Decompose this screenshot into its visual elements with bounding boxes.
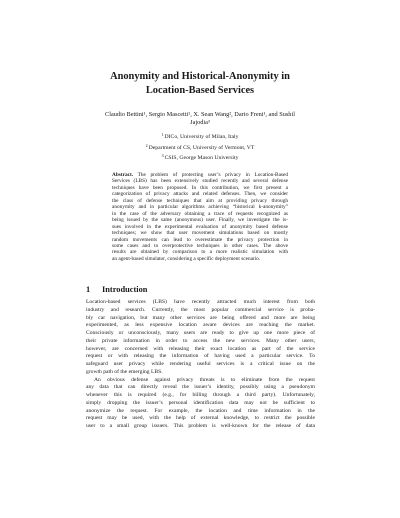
section-heading — [86, 285, 147, 294]
body-line: their private information in order to access the new services. Many other users, — [86, 337, 315, 344]
abstract-line: results are obtained by comparison to a more realistic simulation with — [112, 249, 288, 256]
affiliation — [100, 131, 300, 142]
body-text — [86, 299, 315, 431]
author-line: Claudio Bettini¹, Sergio Mascetti¹, X. Sean Wang², Dario Freni¹, and Sushil — [105, 111, 295, 118]
author-line: Jajodia³ — [190, 119, 210, 127]
abstract-line: categorization of privacy attacks and related defenses. Then, we consider — [112, 191, 288, 198]
abstract-line: anonymity and in particular algorithms achieving “historical k-anonymity” — [112, 204, 288, 211]
body-line: anonymize the request. For example, the location and time information in the — [86, 407, 315, 414]
body-line: however, are concerned with releasing their exact location as part of the service — [86, 345, 315, 352]
body-line: Consciously or unconsciously, many users are ready to give up one more piece of — [86, 330, 315, 336]
affiliation-mark: 1 — [161, 132, 164, 137]
body-line: Location-based services (LBS) have recently attracted much interest from both — [86, 299, 315, 305]
body-line: whenever this is required (e.g., for billing through a third party). Unfortunately, — [86, 392, 315, 398]
abstract-line: the class of defense techniques that aim at providing privacy through — [112, 197, 288, 204]
abstract-line: in the case of the adversary obtaining a trace of requests recognized as — [112, 210, 288, 217]
abstract-line: techniques have been proposed. In this contribution, we first present a — [112, 184, 288, 191]
title-line: Anonymity and Historical-Anonymity in — [110, 71, 290, 82]
title-line: Location-Based Services — [145, 85, 255, 96]
affiliation-mark: 3 — [161, 153, 164, 159]
affiliation-text: Department of CS, University of Vermont, VT — [148, 144, 255, 151]
body-line: request or with releasing the information of having used a particular service. To — [86, 353, 315, 360]
abstract-line: being issued by the same (anonymous) user. Finally, we investigate the is- — [112, 217, 288, 224]
author-list — [80, 111, 320, 128]
body-line: request may be used, with the help of external knowledge, to restrict the possible — [86, 415, 315, 422]
body-line: user to a small group issuers. This problem is well-known for the release of data — [86, 423, 315, 429]
abstract-line: techniques; we show that user movement simulations based on mostly — [112, 230, 288, 237]
body-line: An obvious defense against privacy threats is to eliminate from the request — [94, 376, 315, 383]
affiliation-text: DICo, University of Milan, Italy — [164, 134, 239, 140]
affiliation-mark: 2 — [145, 142, 148, 148]
affiliation — [100, 152, 300, 163]
body-line: safeguard user privacy while rendering useful services is a critical issue on the — [86, 361, 315, 367]
abstract-text: The problem of protecting user’s privacy in Location-Based — [133, 172, 288, 178]
affiliation-text: CSIS, George Mason University — [164, 155, 239, 162]
abstract-line: an agent-based simulator, considering a specific deployment scenario. — [112, 255, 261, 262]
paper-title — [60, 70, 340, 98]
abstract-label: Abstract. — [112, 172, 134, 178]
affiliations — [100, 131, 300, 163]
abstract — [112, 172, 288, 262]
body-line: bly car navigation, but many other services are being offered and more are being — [86, 314, 315, 321]
body-line: growth path of the emerging LBS. — [86, 368, 163, 375]
body-line: any data that can directly reveal the issuer’s identity, possibly using a pseudonym — [86, 384, 315, 391]
section-title: Introduction — [102, 285, 148, 294]
abstract-line: sues involved in the experimental evaluation of anonymity based defense — [112, 223, 288, 230]
body-line: experimented, as less expensive location aware devices are reaching the market. — [86, 322, 315, 329]
abstract-line: Services (LBS) has been extensively studied recently and several defense — [112, 178, 288, 185]
body-line: simply dropping the issuer’s personal identification data may not be sufficient to — [86, 399, 315, 406]
body-line: industry and research. Currently, the most popular commercial service is proba- — [86, 306, 315, 313]
abstract-line: random movements can lead to overestimate the privacy protection in — [112, 236, 288, 243]
section-number: 1 — [86, 285, 91, 294]
abstract-line: some cases and to overprotective techniques in other cases. The above — [112, 242, 288, 249]
affiliation — [100, 142, 300, 153]
